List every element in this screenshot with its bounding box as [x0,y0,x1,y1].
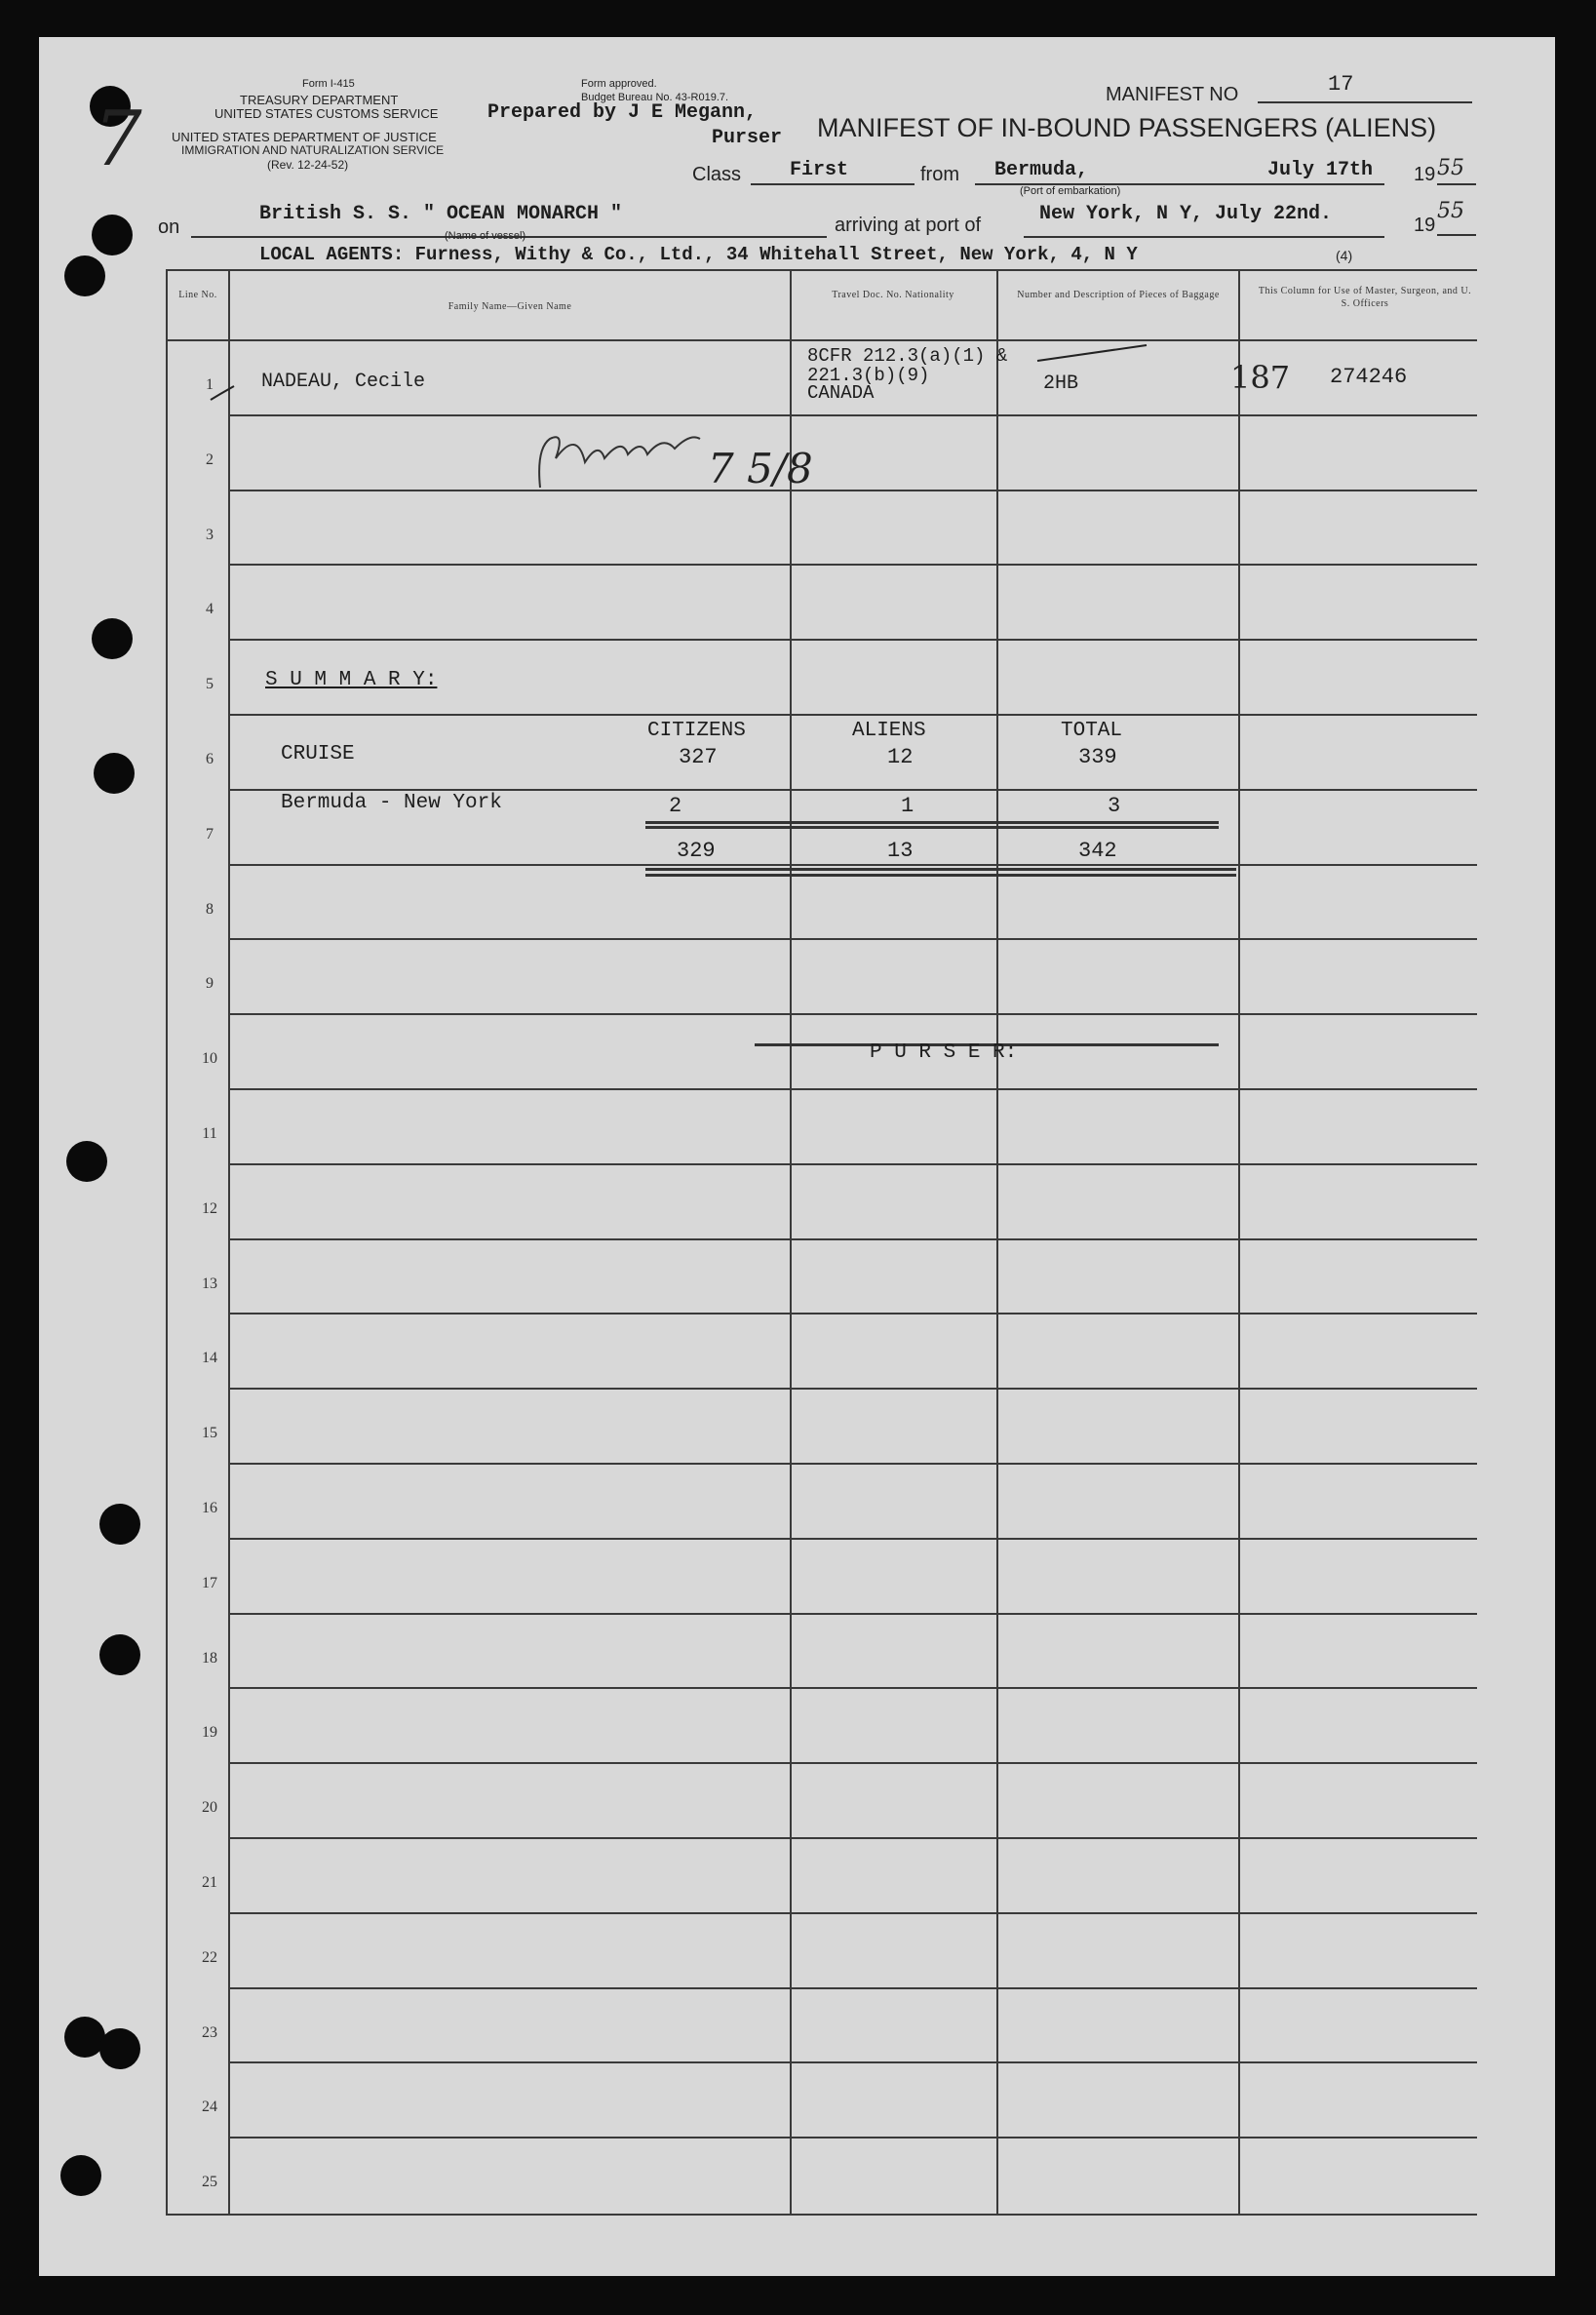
row-separator [229,1912,1477,1914]
row-separator [229,1762,1477,1764]
summary-citizens: 2 [669,794,682,818]
arriving-value: New York, N Y, July 22nd. [1039,203,1333,225]
summary-total: 339 [1078,745,1117,769]
manifest-title: MANIFEST OF IN-BOUND PASSENGERS (ALIENS) [817,113,1437,142]
travel-doc-line2: 221.3(b)(9) [807,365,930,386]
summary-col-total: TOTAL [1061,720,1123,742]
class-line [751,183,915,185]
on-label: on [158,216,180,238]
header-travel-doc: Travel Doc. No. Nationality [832,290,954,300]
row-separator [229,714,1477,716]
line-number: 23 [202,2024,217,2041]
justice-dept: UNITED STATES DEPARTMENT OF JUSTICE [172,130,437,144]
summary-total: 3 [1108,794,1121,818]
header-line-no: Line No. [178,290,217,300]
from-label: from [920,164,959,185]
line-number: 20 [202,1799,217,1816]
corner-note: 7 [94,96,142,183]
line-number: 25 [202,2174,217,2190]
line-number: 14 [202,1350,217,1366]
year-suffix: 55 [1437,156,1464,180]
row-separator [229,1687,1477,1689]
arriving-label: arriving at port of [835,215,982,236]
local-agents: LOCAL AGENTS: Furness, Withy & Co., Ltd., 34 Whitehall Street, New York, 4, N Y [259,244,1138,265]
year-prefix: 19 [1414,164,1436,185]
line-number: 5 [206,676,214,692]
header-officers: This Column for Use of Master, Surgeon, and U. S. Officers [1258,286,1472,309]
summary-rule [645,826,1219,829]
line-number: 17 [202,1575,217,1591]
row-separator [229,490,1477,491]
form-revision: (Rev. 12-24-52) [267,158,349,172]
signature-scrawl [526,419,721,507]
binder-hole [99,1504,140,1545]
table-bottom-border [166,2214,1477,2216]
line-number: 16 [202,1500,217,1516]
row-separator [229,2061,1477,2063]
page-marker: (4) [1336,248,1353,263]
row-separator [229,639,1477,641]
line-number: 19 [202,1724,217,1741]
line-number: 22 [202,1949,217,1966]
handwritten-annotation: 7 5/8 [708,445,813,492]
approval-note: Form approved. [581,78,657,90]
line-number: 15 [202,1425,217,1441]
summary-grand-total: 342 [1078,839,1117,863]
arrival-year-prefix: 19 [1414,215,1436,236]
header-baggage: Number and Description of Pieces of Baggage [1017,290,1220,300]
check-mark [209,382,238,404]
row-separator [229,1013,1477,1015]
arrow-mark [1033,341,1150,365]
row-separator [229,414,1477,416]
row-separator [229,2137,1477,2138]
binder-hole [92,618,133,659]
line-number: 13 [202,1275,217,1292]
arriving-line [1024,236,1384,238]
table-left-border [166,269,168,2214]
header-name: Family Name—Given Name [448,301,572,312]
nationality: CANADA [807,382,875,404]
vessel-name: British S. S. " OCEAN MONARCH " [259,203,623,225]
summary-citizens: 327 [679,745,718,769]
summary-total-aliens: 13 [887,839,914,863]
purser-label: Purser [712,127,783,149]
row-separator [229,1088,1477,1090]
row-separator [229,789,1477,791]
line-number: 12 [202,1200,217,1217]
customs-service: UNITED STATES CUSTOMS SERVICE [214,106,439,121]
row-separator [229,564,1477,566]
binder-hole [99,1634,140,1675]
summary-heading: S U M M A R Y: [265,669,438,691]
line-number: 7 [206,826,214,843]
row-separator [229,1163,1477,1165]
treasury-dept: TREASURY DEPARTMENT [240,93,399,107]
binder-hole [60,2155,101,2196]
table-top-border [166,269,1477,271]
ins-service: IMMIGRATION AND NATURALIZATION SERVICE [181,143,445,157]
table-doc-divider [996,269,998,2214]
form-number: Form I-415 [302,78,355,90]
arrival-year-suffix: 55 [1437,199,1464,223]
summary-double-rule [645,868,1236,871]
line-number: 24 [202,2099,217,2115]
summary-double-rule [645,874,1236,877]
prepared-by: Prepared by J E Megann, [487,101,758,124]
line-number: 11 [202,1125,217,1142]
line-number: 1 [206,376,214,393]
binder-hole [92,215,133,255]
row-separator [229,1388,1477,1390]
row-separator [229,1463,1477,1465]
class-label: Class [692,164,742,185]
purser-sign: P U R S E R: [870,1041,1018,1064]
summary-row-label: Bermuda - New York [281,792,502,814]
table-linenum-divider [228,269,230,2214]
manifest-no-label: MANIFEST NO [1106,84,1239,105]
table-name-divider [790,269,792,2214]
row-separator [229,864,1477,866]
from-value: Bermuda, [994,159,1089,181]
officer-mark: 187 [1230,359,1291,396]
port-caption: (Port of embarkation) [1020,185,1121,197]
budget-bureau: Budget Bureau No. 43-R019.7. [581,92,729,103]
line-number: 2 [206,451,214,468]
row-separator [229,1313,1477,1314]
line-number: 6 [206,751,214,767]
row-separator [229,1238,1477,1240]
table-header-bottom [166,339,1477,341]
summary-aliens: 1 [901,794,915,818]
passenger-name: NADEAU, Cecile [261,371,426,393]
summary-col-citizens: CITIZENS [647,720,746,742]
baggage-pieces: 2HB [1043,373,1079,395]
officer-number: 274246 [1330,365,1408,389]
line-number: 8 [206,901,214,918]
departure-date: July 17th [1267,159,1374,181]
row-separator [229,1613,1477,1615]
line-number: 18 [202,1650,217,1667]
travel-doc-line1: 8CFR 212.3(a)(1) & [807,345,1008,367]
class-value: First [790,159,849,181]
line-number: 10 [202,1050,217,1067]
binder-hole [64,255,105,296]
vessel-caption: (Name of vessel) [445,230,526,242]
arrival-year-line [1437,234,1476,236]
year-line [1437,183,1476,185]
row-separator [229,1987,1477,1989]
table-baggage-divider [1238,269,1240,2214]
row-separator [229,938,1477,940]
summary-total-citizens: 329 [677,839,716,863]
line-number: 21 [202,1874,217,1891]
binder-hole [94,753,135,794]
summary-aliens: 12 [887,745,914,769]
row-separator [229,1837,1477,1839]
binder-hole [99,2028,140,2069]
summary-rule [645,821,1219,824]
binder-hole [66,1141,107,1182]
summary-col-aliens: ALIENS [852,720,926,742]
manifest-no: 17 [1328,72,1354,97]
manifest-no-line [1258,101,1472,103]
line-number: 9 [206,975,214,992]
line-number: 3 [206,527,214,543]
row-separator [229,1538,1477,1540]
line-number: 4 [206,601,214,617]
summary-row-label: CRUISE [281,743,355,765]
